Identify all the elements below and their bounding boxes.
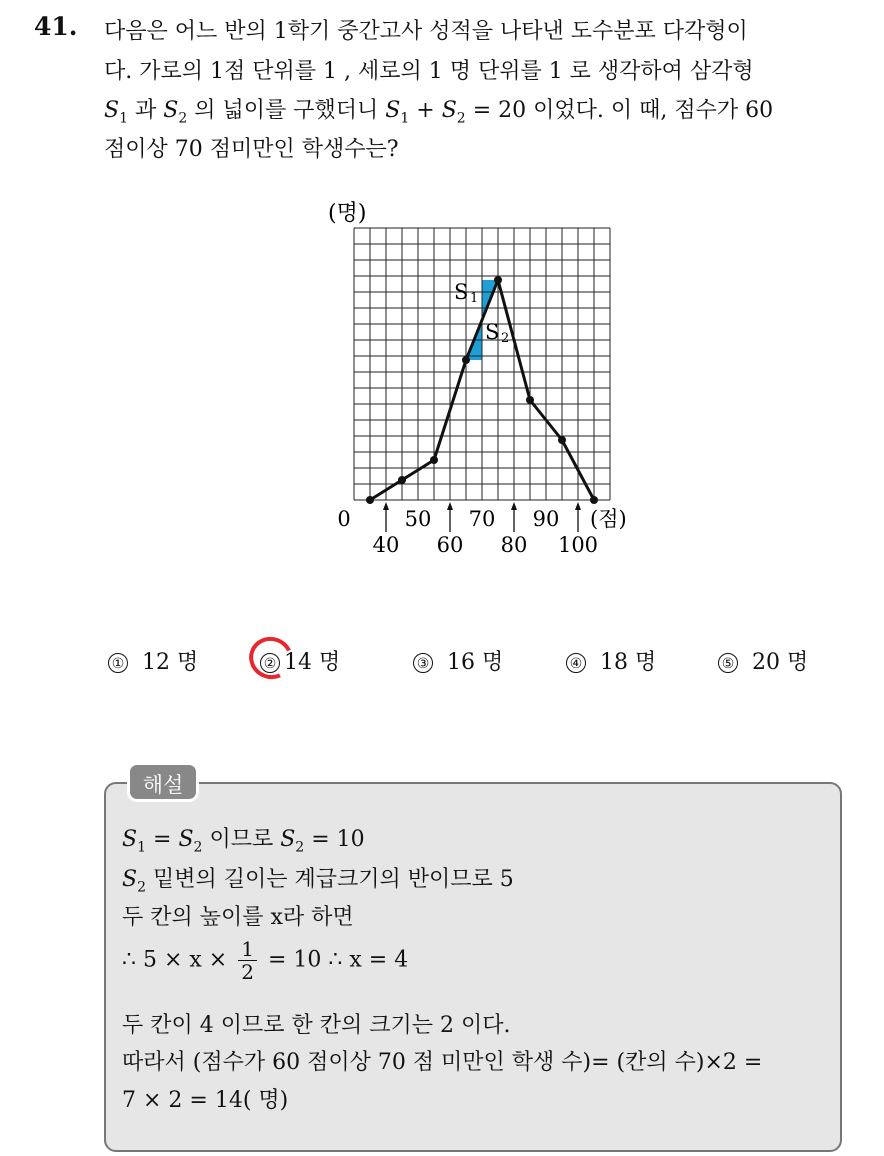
solution-line-6: 따라서 (점수가 60 점이상 70 점 미만인 학생 수)= (칸의 수)×2 = <box>122 1050 763 1075</box>
svg-text:S: S <box>485 320 500 344</box>
x-tick-label: 100 <box>557 533 599 557</box>
question-line-1: 다음은 어느 반의 1학기 중간고사 성적을 나타낸 도수분포 다각형이 <box>104 19 748 44</box>
x-tick-label: 90 <box>532 507 560 531</box>
x-tick-label: 80 <box>500 533 528 557</box>
svg-text:S: S <box>454 280 469 304</box>
x-tick-arrowhead <box>575 502 581 510</box>
choice-2-text: 14 명 <box>284 650 341 675</box>
solution-line-7: 7 × 2 = 14( 명) <box>122 1088 289 1113</box>
choice-4-text: 18 명 <box>600 650 657 675</box>
x-tick-arrowhead <box>383 502 389 510</box>
svg-text:1: 1 <box>470 291 479 306</box>
solution-line-4: ∴ 5 × x × $\frac{1}{2}$ = 10 ∴ x = 4 <box>122 937 409 984</box>
question-line-3: $S_1$ 과 $S_2$ 의 넓이를 구했더니 $S_1 + S_2 = 20$ 이었다. 이 때, 점수가 60 <box>104 98 774 127</box>
x-tick-arrowhead <box>447 502 453 510</box>
data-point <box>366 496 374 504</box>
data-point <box>526 396 534 404</box>
x-tick-label: 70 <box>468 507 496 531</box>
question-number: 41. <box>34 12 78 41</box>
choice-3-mark: ③ <box>413 653 433 673</box>
choice-5-mark: ⑤ <box>718 653 738 673</box>
solution-line-5: 두 칸이 4 이므로 한 칸의 크기는 2 이다. <box>122 1013 511 1038</box>
data-point <box>590 496 598 504</box>
choice-3[interactable] <box>413 645 503 676</box>
x-tick-label: 60 <box>436 533 464 557</box>
fraction-one-half: $\frac{1}{2}$ <box>238 938 257 983</box>
frequency-polygon-chart <box>300 190 640 570</box>
data-point <box>494 276 502 284</box>
choice-4-mark: ④ <box>566 653 586 673</box>
choice-1-mark: ① <box>108 653 128 673</box>
solution-line-2: $S_2$ 밑변의 길이는 계급크기의 반이므로 5 <box>122 867 514 896</box>
x-axis-unit-label: (점) <box>590 507 627 531</box>
choice-5[interactable] <box>718 645 808 676</box>
svg-text:2: 2 <box>501 331 510 346</box>
choice-3-text: 16 명 <box>447 650 504 675</box>
question-line-4: 점이상 70 점미만인 학생수는? <box>104 137 399 162</box>
selected-answer-mark <box>243 631 299 686</box>
choice-5-text: 20 명 <box>752 650 809 675</box>
choice-2[interactable] <box>260 645 340 676</box>
solution-line-1: $S_1 = S_2$ 이므로 $S_2 = 10$ <box>122 827 365 856</box>
choice-4[interactable] <box>566 645 656 676</box>
choice-2-mark: ② <box>260 653 280 673</box>
solution-tab: 해설 <box>127 762 199 802</box>
data-point <box>398 476 406 484</box>
x-tick-label: 40 <box>372 533 400 557</box>
x-tick-label: 0 <box>337 507 351 531</box>
x-tick-arrowhead <box>511 502 517 510</box>
data-point <box>558 436 566 444</box>
x-tick-label: 50 <box>404 507 432 531</box>
y-axis-unit-label: (명) <box>328 201 367 226</box>
question-line-2: 다. 가로의 1점 단위를 1 , 세로의 1 명 단위를 1 로 생각하여 삼각형 <box>104 59 754 84</box>
region-s1-label <box>454 280 478 306</box>
data-point <box>430 456 438 464</box>
choice-1-text: 12 명 <box>142 650 199 675</box>
solution-line-3: 두 칸의 높이를 x라 하면 <box>122 905 354 930</box>
choice-1[interactable] <box>108 645 198 676</box>
data-point <box>462 356 470 364</box>
